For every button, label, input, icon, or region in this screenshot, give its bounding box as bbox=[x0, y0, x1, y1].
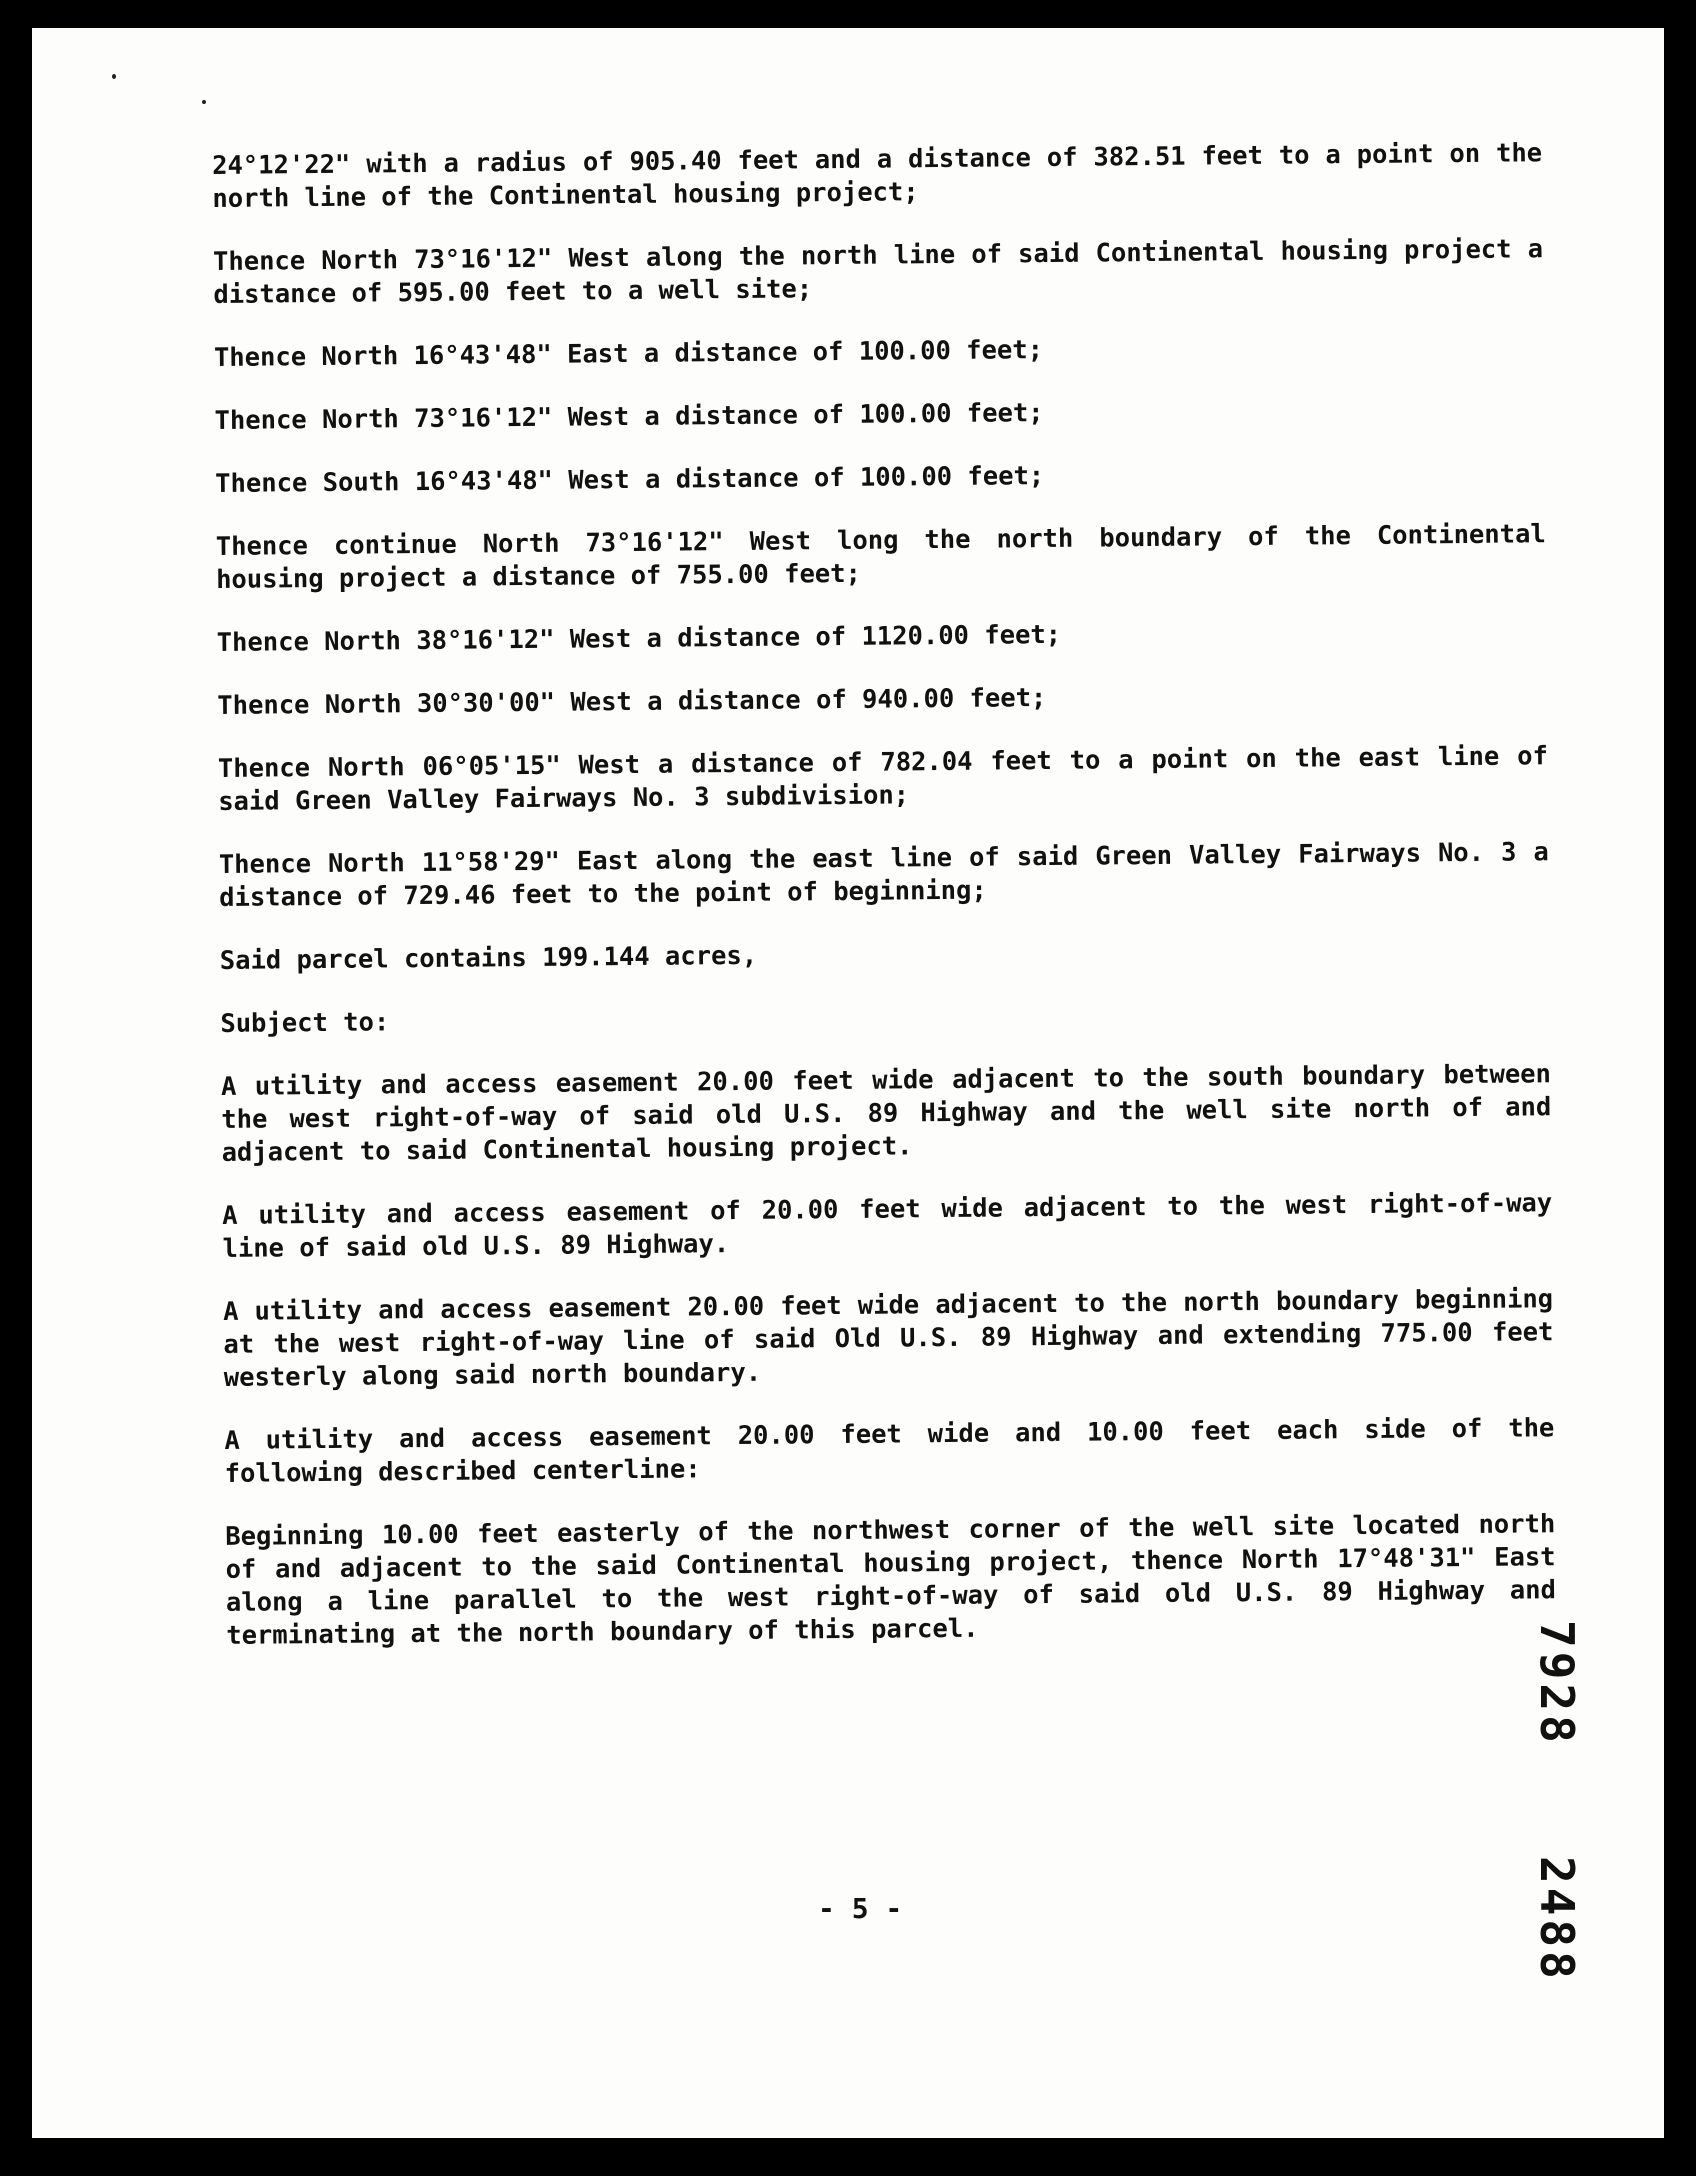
stamp-number-first: 7928 bbox=[1530, 1620, 1584, 1747]
paragraph: A utility and access easement 20.00 feet wide adjacent to the south boundary between the west right-of-way of said old U.S. 89 Highway and the well site north of and adjacent to said Continental housing project. bbox=[220, 1059, 1552, 1168]
paragraph: Thence North 73°16'12" West along the north line of said Continental housing project a distance of 595.00 feet to a well site; bbox=[212, 234, 1544, 310]
legal-description-body bbox=[212, 137, 1557, 1683]
paragraph: Thence South 16°43'48" West a distance of 100.00 feet; bbox=[215, 461, 1045, 499]
paragraph: Thence North 06°05'15" West a distance of 782.04 feet to a point on the east line of said Green Valley Fairways No. 3 subdivision; bbox=[217, 741, 1549, 817]
paragraph: Thence continue North 73°16'12" West long the north boundary of the Continental housing project a distance of 755.00 feet; bbox=[215, 519, 1546, 595]
scan-speck bbox=[202, 100, 206, 104]
scan-speck bbox=[112, 74, 116, 79]
side-stamp bbox=[1530, 1620, 1584, 1983]
paragraph: Thence North 38°16'12" West a distance of 1120.00 feet; bbox=[216, 619, 1062, 658]
paragraph: A utility and access easement 20.00 feet wide adjacent to the north boundary beginning at the west right-of-way line of said Old U.S. 89 Highway and extending 775.00 feet westerly along said north boundary. bbox=[223, 1284, 1554, 1393]
paragraph: Said parcel contains 199.144 acres, bbox=[219, 940, 758, 976]
stamp-number-second: 2488 bbox=[1530, 1856, 1584, 1983]
paragraph: A utility and access easement of 20.00 feet wide adjacent to the west right-of-way line of said old U.S. 89 Highway. bbox=[222, 1188, 1553, 1264]
paragraph: Thence North 30°30'00" West a distance of 940.00 feet; bbox=[217, 683, 1047, 721]
paragraph: Subject to: bbox=[220, 1007, 390, 1039]
paragraph: 24°12'22" with a radius of 905.40 feet and a distance of 382.51 feet to a point on the north line of the Continental housing project; bbox=[212, 138, 1543, 214]
paragraph: Beginning 10.00 feet easterly of the northwest corner of the well site located north of and adjacent to the said Continental housing project, thence North 17°48'31" East along a line parallel to the west right-of-way of said old U.S. 89 Highway and terminating at the north boundary of this parcel. bbox=[225, 1509, 1557, 1651]
paragraph: Thence North 73°16'12" West a distance of 100.00 feet; bbox=[214, 398, 1044, 436]
page-number: - 5 - bbox=[818, 1892, 903, 1925]
paragraph: Thence North 11°58'29" East along the east line of said Green Valley Fairways No. 3 a distance of 729.46 feet to the point of beginning; bbox=[218, 837, 1549, 913]
paragraph: A utility and access easement 20.00 feet wide and 10.00 feet each side of the following described centerline: bbox=[224, 1413, 1555, 1489]
paragraph: Thence North 16°43'48" East a distance of 100.00 feet; bbox=[213, 335, 1044, 373]
